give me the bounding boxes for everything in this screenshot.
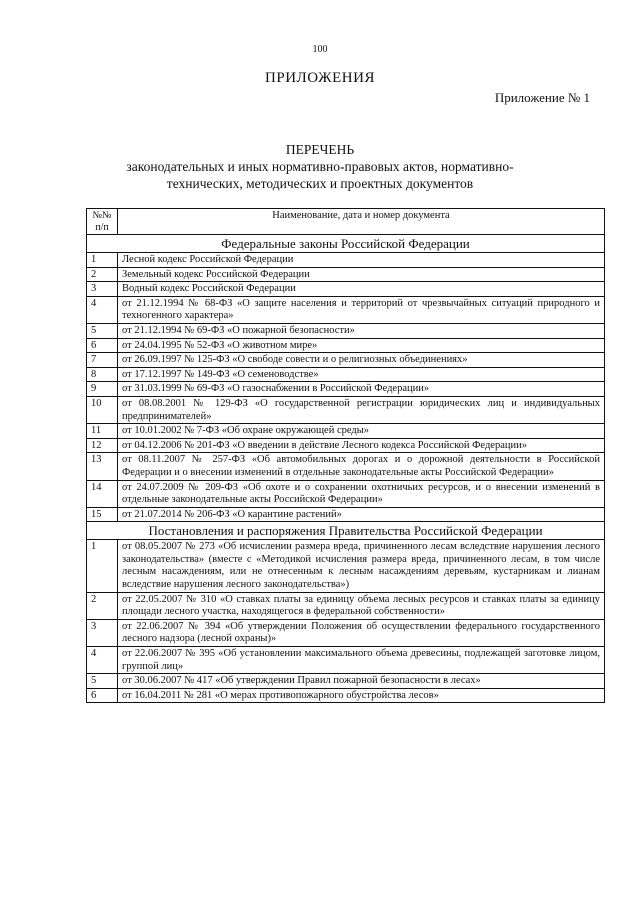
document-name: от 22.06.2007 № 394 «Об утверждении Положения об осуществлении федерального государственного лесного надзора (лесной охраны)» [118, 619, 605, 646]
row-number: 15 [87, 507, 118, 522]
row-number: 6 [87, 338, 118, 353]
row-number: 4 [87, 296, 118, 323]
table-row [87, 282, 605, 297]
table-row [87, 453, 605, 480]
document-name: от 21.12.1994 № 68-ФЗ «О защите населения и территорий от чрезвычайных ситуаций природного и техногенного характера» [118, 296, 605, 323]
table-header-row [87, 209, 605, 235]
table-row [87, 267, 605, 282]
section-1-row [87, 235, 605, 253]
documents-table [86, 208, 605, 703]
row-number: 9 [87, 382, 118, 397]
header-num-line-2: п/п [95, 222, 109, 233]
table-row [87, 353, 605, 368]
row-number: 8 [87, 367, 118, 382]
list-title-line-2: законодательных и иных нормативно-правовых актов, нормативно- [126, 159, 514, 174]
list-title [0, 141, 640, 192]
table-row [87, 253, 605, 268]
table-row [87, 323, 605, 338]
row-number: 11 [87, 424, 118, 439]
row-number: 12 [87, 438, 118, 453]
row-number: 3 [87, 619, 118, 646]
table-row [87, 540, 605, 592]
list-title-line-3: технических, методических и проектных документов [166, 176, 474, 191]
table-row [87, 438, 605, 453]
row-number: 2 [87, 267, 118, 282]
list-title-line-1: ПЕРЕЧЕНЬ [285, 142, 355, 157]
document-name: от 04.12.2006 № 201-ФЗ «О введении в действие Лесного кодекса Российской Федерации» [118, 438, 605, 453]
row-number: 5 [87, 674, 118, 689]
table-row [87, 480, 605, 507]
document-name: от 21.12.1994 № 69-ФЗ «О пожарной безопасности» [118, 323, 605, 338]
row-number: 3 [87, 282, 118, 297]
table-row [87, 396, 605, 423]
table-row [87, 367, 605, 382]
table-row [87, 382, 605, 397]
table-row [87, 688, 605, 703]
header-name-cell: Наименование, дата и номер документа [118, 209, 605, 235]
document-name: от 17.12.1997 № 149-ФЗ «О семеноводстве» [118, 367, 605, 382]
row-number: 10 [87, 396, 118, 423]
section-1-title: Федеральные законы Российской Федерации [87, 235, 605, 253]
table-row [87, 338, 605, 353]
header-num-line-1: №№ [92, 210, 112, 221]
document-name: от 22.05.2007 № 310 «О ставках платы за единицу объема лесных ресурсов и ставках платы за единицу площади лесного участка, находящегося в федеральной собственности» [118, 592, 605, 619]
page-number: 100 [312, 44, 328, 55]
document-name: от 08.11.2007 № 257-ФЗ «Об автомобильных дорогах и о дорожной деятельности в Российской Федерации и о внесении изменений в отдельные законодательные акты Российской Федерации» [118, 453, 605, 480]
row-number: 1 [87, 540, 118, 592]
header-num-cell [87, 209, 118, 235]
row-number: 14 [87, 480, 118, 507]
table-row [87, 619, 605, 646]
document-name: от 08.08.2001 № 129-ФЗ «О государственной регистрации юридических лиц и индивидуальных предпринимателей» [118, 396, 605, 423]
row-number: 2 [87, 592, 118, 619]
row-number: 5 [87, 323, 118, 338]
document-name: от 08.05.2007 № 273 «Об исчислении размера вреда, причиненного лесам вследствие нарушения лесного законодательства» (вместе с «Методикой исчисления размера вреда, причиненного лесам, в том числе лесным насаждениям, или не отнесенным к лесным насаждениям деревьям, кустарникам и лианам вследствие нарушения лесного законодательства») [118, 540, 605, 592]
table-row [87, 507, 605, 522]
row-number: 6 [87, 688, 118, 703]
row-number: 1 [87, 253, 118, 268]
document-name: Земельный кодекс Российской Федерации [118, 267, 605, 282]
document-name: от 22.06.2007 № 395 «Об установлении максимального объема древесины, подлежащей заготовке лицом, группой лиц» [118, 647, 605, 674]
table-row [87, 592, 605, 619]
page-title: ПРИЛОЖЕНИЯ [265, 70, 375, 86]
document-name: от 10.01.2002 № 7-ФЗ «Об охране окружающей среды» [118, 424, 605, 439]
document-name: от 21.07.2014 № 206-ФЗ «О карантине растений» [118, 507, 605, 522]
section-2-row [87, 522, 605, 540]
table-row [87, 296, 605, 323]
table-row [87, 424, 605, 439]
row-number: 4 [87, 647, 118, 674]
document-name: Лесной кодекс Российской Федерации [118, 253, 605, 268]
document-name: от 24.04.1995 № 52-ФЗ «О животном мире» [118, 338, 605, 353]
document-name: от 31.03.1999 № 69-ФЗ «О газоснабжении в Российской Федерации» [118, 382, 605, 397]
document-name: от 24.07.2009 № 209-ФЗ «Об охоте и о сохранении охотничьих ресурсов, и о внесении изменений в отдельные законодательные акты Российской Федерации» [118, 480, 605, 507]
section-2-title: Постановления и распоряжения Правительства Российской Федерации [87, 522, 605, 540]
document-name: от 16.04.2011 № 281 «О мерах противопожарного обустройства лесов» [118, 688, 605, 703]
document-name: от 30.06.2007 № 417 «Об утверждении Правил пожарной безопасности в лесах» [118, 674, 605, 689]
table-row [87, 647, 605, 674]
table-row [87, 674, 605, 689]
document-name: от 26.09.1997 № 125-ФЗ «О свободе совести и о религиозных объединениях» [118, 353, 605, 368]
document-name: Водный кодекс Российской Федерации [118, 282, 605, 297]
appendix-label: Приложение № 1 [494, 90, 590, 105]
row-number: 7 [87, 353, 118, 368]
row-number: 13 [87, 453, 118, 480]
